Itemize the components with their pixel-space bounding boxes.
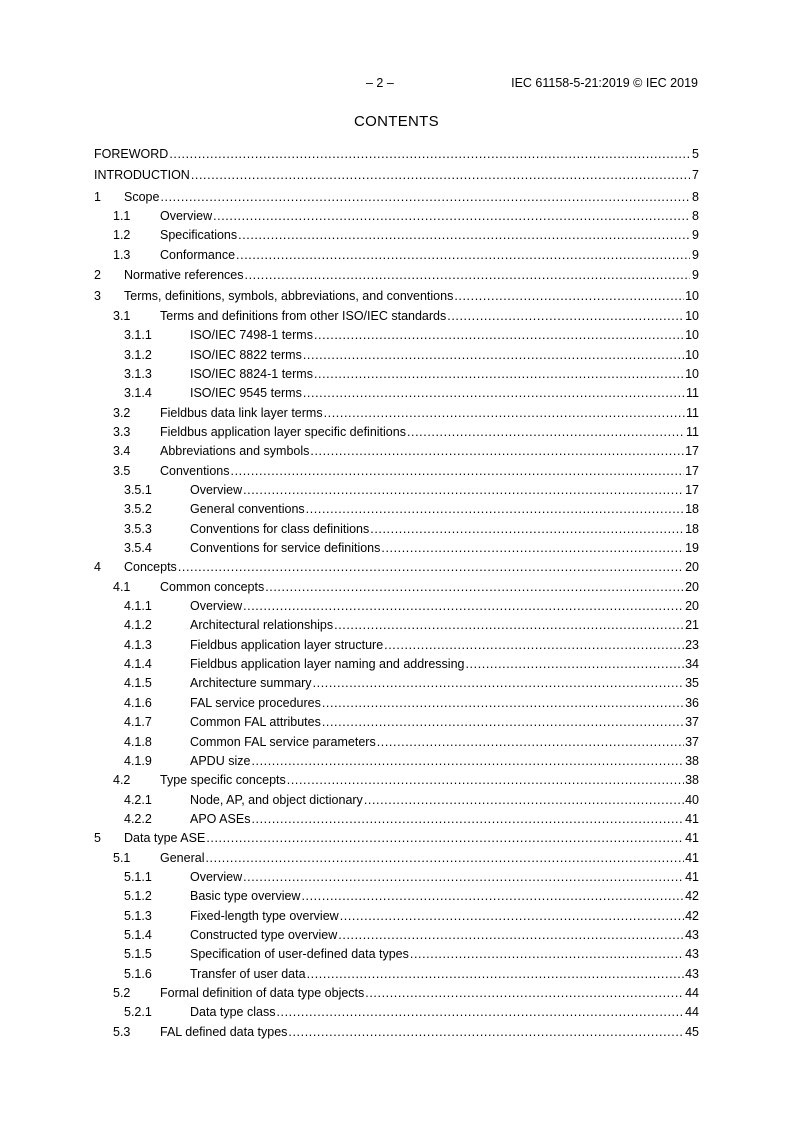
- toc-entry[interactable]: [94, 463, 699, 480]
- toc-entry-label: General: [160, 851, 205, 865]
- toc-entry-label: ISO/IEC 9545 terms: [190, 386, 302, 400]
- page-number: – 2 –: [366, 76, 394, 90]
- toc-entry-label: Constructed type overview: [190, 928, 338, 942]
- toc-entry[interactable]: [94, 675, 699, 692]
- toc-entry-number: 1.3: [113, 248, 131, 262]
- toc-entry[interactable]: [94, 267, 699, 284]
- dot-leader: [288, 1024, 684, 1041]
- toc-entry-number: 5.1.5: [124, 947, 152, 961]
- toc-entry-page: 11: [686, 386, 699, 400]
- dot-leader: [276, 1004, 684, 1021]
- toc-entry-number: 3.1.1: [124, 328, 152, 342]
- toc-entry-number: 4.2: [113, 773, 131, 787]
- toc-entry[interactable]: [94, 540, 699, 557]
- toc-entry-number: 4.2.2: [124, 812, 152, 826]
- dot-leader: [365, 985, 684, 1002]
- toc-entry[interactable]: [94, 985, 699, 1002]
- toc-entry-page: 8: [692, 209, 699, 223]
- dot-leader: [243, 482, 684, 499]
- dot-leader: [303, 385, 685, 402]
- toc-entry-page: 11: [686, 425, 699, 439]
- toc-entry-page: 42: [685, 889, 699, 903]
- toc-entry-label: Abbreviations and symbols: [160, 444, 310, 458]
- toc-entry-number: 5: [94, 831, 101, 845]
- toc-entry-number: 4.1: [113, 580, 131, 594]
- toc-entry-page: 17: [685, 483, 699, 497]
- toc-entry-label: Common FAL attributes: [190, 715, 321, 729]
- toc-entry-number: 4.1.7: [124, 715, 152, 729]
- toc-entry-page: 10: [685, 309, 699, 323]
- toc-entry-page: 41: [685, 812, 699, 826]
- toc-entry[interactable]: [94, 227, 699, 244]
- dot-leader: [364, 792, 684, 809]
- page-title: CONTENTS: [354, 113, 439, 130]
- toc-entry-page: 9: [692, 228, 699, 242]
- toc-entry[interactable]: [94, 598, 699, 615]
- dot-leader: [238, 227, 690, 244]
- toc-entry-label: Architectural relationships: [190, 618, 334, 632]
- toc-entry-number: 3: [94, 289, 101, 303]
- toc-entry-label: FAL defined data types: [160, 1025, 288, 1039]
- toc-entry-number: 4: [94, 560, 101, 574]
- toc-entry[interactable]: [94, 714, 699, 731]
- toc-entry[interactable]: [94, 811, 699, 828]
- toc-entry-label: Conventions: [160, 464, 230, 478]
- toc-entry-page: 20: [685, 580, 699, 594]
- toc-entry-number: 5.1.1: [124, 870, 152, 884]
- toc-entry-page: 19: [685, 541, 699, 555]
- toc-entry-number: 3.5.1: [124, 483, 152, 497]
- toc-entry-label: Fieldbus application layer specific definitions: [160, 425, 406, 439]
- toc-entry-number: 3.5.2: [124, 502, 152, 516]
- dot-leader: [231, 463, 685, 480]
- toc-entry-label: Overview: [190, 599, 243, 613]
- toc-entry-number: 5.1.2: [124, 889, 152, 903]
- toc-entry[interactable]: [94, 521, 699, 538]
- toc-entry[interactable]: [94, 792, 699, 809]
- dot-leader: [322, 695, 684, 712]
- toc-entry[interactable]: [94, 405, 699, 422]
- toc-entry-number: 4.2.1: [124, 793, 152, 807]
- toc-entry[interactable]: [94, 927, 699, 944]
- toc-entry[interactable]: [94, 1004, 699, 1021]
- toc-entry-label: ISO/IEC 7498-1 terms: [190, 328, 313, 342]
- toc-entry-page: 10: [685, 289, 699, 303]
- toc-entry-page: 37: [685, 735, 699, 749]
- toc-entry[interactable]: [94, 167, 699, 184]
- toc-entry[interactable]: [94, 308, 699, 325]
- toc-entry-number: 3.3: [113, 425, 131, 439]
- toc-entry-number: 3.1: [113, 309, 131, 323]
- toc-entry[interactable]: [94, 288, 699, 305]
- toc-entry-label: APDU size: [190, 754, 251, 768]
- toc-entry-number: 3.1.4: [124, 386, 152, 400]
- toc-entry[interactable]: [94, 443, 699, 460]
- toc-entry-page: 43: [685, 928, 699, 942]
- toc-entry[interactable]: [94, 482, 699, 499]
- toc-entry-label: General conventions: [190, 502, 305, 516]
- dot-leader: [314, 366, 684, 383]
- toc-entry[interactable]: [94, 946, 699, 963]
- toc-entry-number: 3.4: [113, 444, 131, 458]
- toc-entry-label: Overview: [190, 870, 243, 884]
- toc-entry-label: APO ASEs: [190, 812, 251, 826]
- dot-leader: [447, 308, 684, 325]
- toc-entry[interactable]: [94, 189, 699, 206]
- toc-entry-label: Data type class: [190, 1005, 276, 1019]
- toc-entry-page: 9: [692, 248, 699, 262]
- dot-leader: [334, 617, 684, 634]
- toc-entry[interactable]: [94, 772, 699, 789]
- toc-entry[interactable]: [94, 695, 699, 712]
- toc-entry-label: Data type ASE: [124, 831, 206, 845]
- toc-entry-number: 5.2: [113, 986, 131, 1000]
- toc-entry-page: 5: [692, 147, 699, 161]
- toc-entry-page: 20: [685, 599, 699, 613]
- toc-entry[interactable]: [94, 208, 699, 225]
- dot-leader: [324, 405, 685, 422]
- toc-entry[interactable]: [94, 734, 699, 751]
- toc-entry-page: 41: [685, 870, 699, 884]
- toc-entry-label: Node, AP, and object dictionary: [190, 793, 363, 807]
- toc-entry-number: 2: [94, 268, 101, 282]
- dot-leader: [306, 501, 684, 518]
- toc-entry[interactable]: [94, 888, 699, 905]
- toc-entry-page: 44: [685, 986, 699, 1000]
- toc-entry-number: 3.5: [113, 464, 131, 478]
- toc-entry-number: 4.1.3: [124, 638, 152, 652]
- toc-entry-number: 5.1: [113, 851, 131, 865]
- toc-entry[interactable]: [94, 366, 699, 383]
- toc-entry-label: Fixed-length type overview: [190, 909, 339, 923]
- toc-entry-label: Transfer of user data: [190, 967, 306, 981]
- dot-leader: [191, 167, 690, 184]
- toc-entry[interactable]: [94, 850, 699, 867]
- toc-entry-page: 18: [685, 522, 699, 536]
- toc-entry-page: 10: [685, 348, 699, 362]
- toc-entry-number: 1: [94, 190, 101, 204]
- toc-entry-number: 4.1.8: [124, 735, 152, 749]
- toc-entry[interactable]: [94, 501, 699, 518]
- toc-entry-page: 38: [685, 754, 699, 768]
- toc-entry-label: Conformance: [160, 248, 236, 262]
- toc-entry[interactable]: [94, 146, 699, 163]
- toc-entry[interactable]: [94, 966, 699, 983]
- toc-entry-page: 41: [685, 851, 699, 865]
- toc-entry[interactable]: [94, 347, 699, 364]
- dot-leader: [206, 830, 684, 847]
- toc-entry-label: Fieldbus application layer structure: [190, 638, 384, 652]
- toc-entry[interactable]: [94, 637, 699, 654]
- dot-leader: [178, 559, 684, 576]
- dot-leader: [384, 637, 684, 654]
- dot-leader: [160, 189, 690, 206]
- document-id: IEC 61158-5-21:2019 © IEC 2019: [511, 76, 698, 90]
- toc-entry-label: INTRODUCTION: [94, 168, 190, 182]
- dot-leader: [243, 598, 684, 615]
- toc-entry-number: 4.1.2: [124, 618, 152, 632]
- toc-entry-number: 3.5.4: [124, 541, 152, 555]
- toc-entry-label: Architecture summary: [190, 676, 312, 690]
- dot-leader: [314, 327, 684, 344]
- dot-leader: [243, 869, 684, 886]
- toc-entry-page: 36: [685, 696, 699, 710]
- dot-leader: [287, 772, 684, 789]
- toc-entry-number: 5.1.4: [124, 928, 152, 942]
- toc-entry-label: Common FAL service parameters: [190, 735, 376, 749]
- toc-entry[interactable]: [94, 579, 699, 596]
- toc-entry-number: 4.1.1: [124, 599, 152, 613]
- toc-entry-label: FOREWORD: [94, 147, 169, 161]
- toc-entry-label: Fieldbus application layer naming and addressing: [190, 657, 465, 671]
- toc-entry[interactable]: [94, 753, 699, 770]
- toc-entry-number: 5.1.6: [124, 967, 152, 981]
- toc-entry-page: 17: [685, 444, 699, 458]
- toc-entry-page: 21: [685, 618, 699, 632]
- toc-entry-page: 40: [685, 793, 699, 807]
- toc-entry-page: 10: [685, 367, 699, 381]
- dot-leader: [377, 734, 684, 751]
- dot-leader: [454, 288, 684, 305]
- toc-entry-page: 43: [685, 967, 699, 981]
- toc-entry-number: 3.1.2: [124, 348, 152, 362]
- toc-entry[interactable]: [94, 1024, 699, 1041]
- toc-entry-number: 5.2.1: [124, 1005, 152, 1019]
- toc-entry[interactable]: [94, 656, 699, 673]
- dot-leader: [251, 753, 684, 770]
- toc-entry[interactable]: [94, 830, 699, 847]
- toc-entry-label: Terms and definitions from other ISO/IEC standards: [160, 309, 447, 323]
- toc-entry-page: 34: [685, 657, 699, 671]
- toc-entry-page: 9: [692, 268, 699, 282]
- toc-entry-number: 5.3: [113, 1025, 131, 1039]
- toc-entry-number: 4.1.6: [124, 696, 152, 710]
- toc-entry-label: Specification of user-defined data types: [190, 947, 409, 961]
- toc-entry[interactable]: [94, 908, 699, 925]
- toc-entry-number: 1.1: [113, 209, 131, 223]
- toc-entry-number: 4.1.4: [124, 657, 152, 671]
- dot-leader: [236, 247, 690, 264]
- dot-leader: [307, 966, 685, 983]
- toc-entry-number: 5.1.3: [124, 909, 152, 923]
- dot-leader: [313, 675, 685, 692]
- dot-leader: [381, 540, 684, 557]
- dot-leader: [251, 811, 684, 828]
- dot-leader: [205, 850, 684, 867]
- toc-entry-label: Type specific concepts: [160, 773, 286, 787]
- toc-entry-page: 37: [685, 715, 699, 729]
- dot-leader: [303, 347, 684, 364]
- toc-entry-label: Formal definition of data type objects: [160, 986, 365, 1000]
- toc-entry-number: 3.5.3: [124, 522, 152, 536]
- toc-entry-label: Common concepts: [160, 580, 265, 594]
- dot-leader: [301, 888, 684, 905]
- toc-entry-label: Overview: [190, 483, 243, 497]
- dot-leader: [322, 714, 684, 731]
- toc-entry-label: Normative references: [124, 268, 244, 282]
- dot-leader: [370, 521, 684, 538]
- toc-entry-number: 3.1.3: [124, 367, 152, 381]
- toc-entry-page: 11: [686, 406, 699, 420]
- dot-leader: [213, 208, 690, 225]
- toc-entry-page: 42: [685, 909, 699, 923]
- toc-entry-page: 18: [685, 502, 699, 516]
- dot-leader: [169, 146, 690, 163]
- toc-entry-label: Basic type overview: [190, 889, 301, 903]
- toc-entry-label: ISO/IEC 8824-1 terms: [190, 367, 313, 381]
- dot-leader: [338, 927, 684, 944]
- toc-entry-number: 4.1.9: [124, 754, 152, 768]
- dot-leader: [465, 656, 684, 673]
- toc-entry-label: Terms, definitions, symbols, abbreviations, and conventions: [124, 289, 454, 303]
- toc-entry-page: 35: [685, 676, 699, 690]
- toc-entry-label: Fieldbus data link layer terms: [160, 406, 323, 420]
- toc-entry-page: 17: [685, 464, 699, 478]
- toc-entry-label: FAL service procedures: [190, 696, 321, 710]
- toc-entry-label: ISO/IEC 8822 terms: [190, 348, 302, 362]
- toc-entry-label: Conventions for service definitions: [190, 541, 381, 555]
- toc-entry[interactable]: [94, 385, 699, 402]
- toc-entry-label: Scope: [124, 190, 160, 204]
- dot-leader: [407, 424, 685, 441]
- toc-entry-label: Specifications: [160, 228, 238, 242]
- toc-entry-page: 7: [692, 168, 699, 182]
- dot-leader: [310, 443, 684, 460]
- dot-leader: [410, 946, 684, 963]
- toc-entry-page: 38: [685, 773, 699, 787]
- toc-entry-page: 44: [685, 1005, 699, 1019]
- toc-entry-number: 3.2: [113, 406, 131, 420]
- dot-leader: [265, 579, 684, 596]
- toc-entry-page: 43: [685, 947, 699, 961]
- dot-leader: [340, 908, 684, 925]
- toc-entry-label: Conventions for class definitions: [190, 522, 370, 536]
- toc-entry-page: 20: [685, 560, 699, 574]
- dot-leader: [245, 267, 691, 284]
- toc-entry[interactable]: [94, 327, 699, 344]
- toc-entry-number: 1.2: [113, 228, 131, 242]
- toc-entry[interactable]: [94, 617, 699, 634]
- toc-entry[interactable]: [94, 424, 699, 441]
- toc-entry[interactable]: [94, 869, 699, 886]
- toc-entry[interactable]: [94, 247, 699, 264]
- toc-entry-label: Concepts: [124, 560, 177, 574]
- toc-entry-number: 4.1.5: [124, 676, 152, 690]
- toc-entry-page: 8: [692, 190, 699, 204]
- toc-entry-page: 10: [685, 328, 699, 342]
- toc-entry-page: 41: [685, 831, 699, 845]
- toc-entry-label: Overview: [160, 209, 213, 223]
- toc-entry-page: 45: [685, 1025, 699, 1039]
- toc-entry-page: 23: [685, 638, 699, 652]
- toc-entry[interactable]: [94, 559, 699, 576]
